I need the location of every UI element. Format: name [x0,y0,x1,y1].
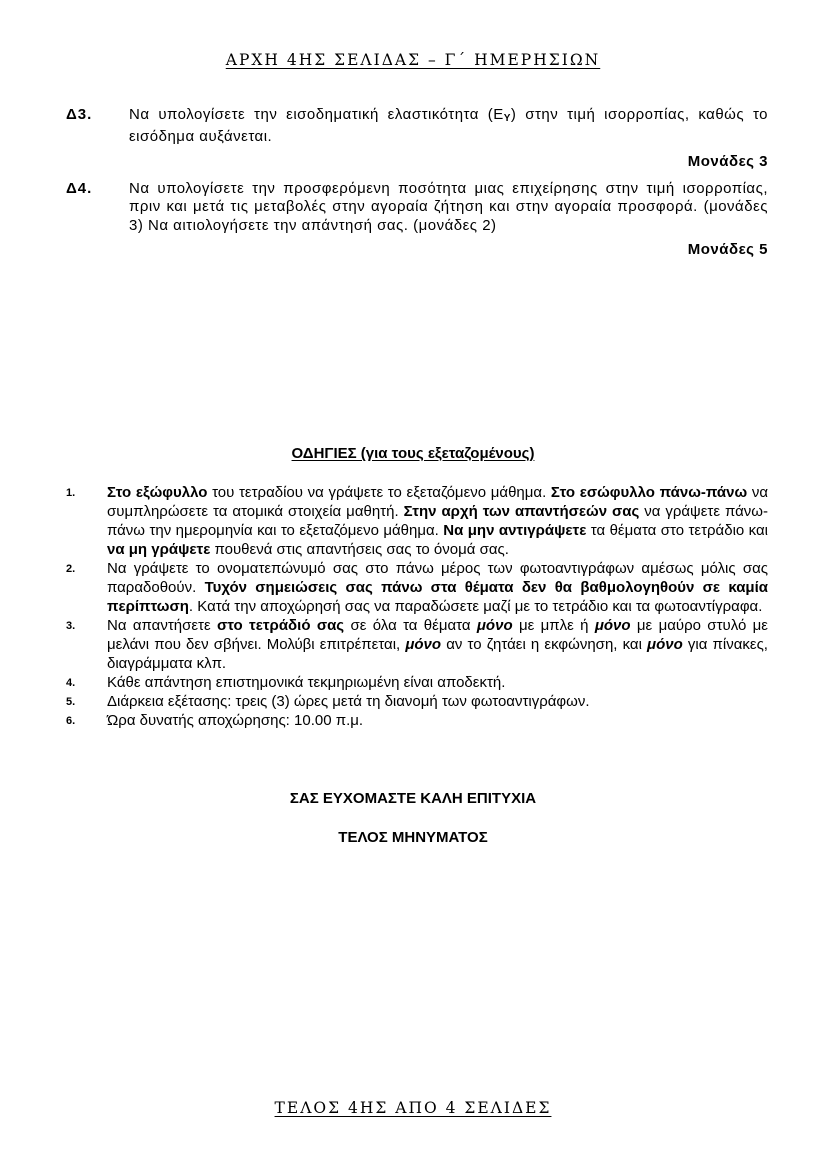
good-luck-message: ΣΑΣ ΕΥΧΟΜΑΣΤΕ ΚΑΛΗ ΕΠΙΤΥΧΙΑ [289,790,537,807]
instruction-text: Στην αρχή των απαντήσεών σας [403,503,640,520]
question-d4 [66,180,768,260]
instruction-text: Να απαντήσετε [107,617,217,634]
instruction-text: Να μην αντιγράψετε [443,522,587,539]
instruction-text: Ώρα δυνατής αποχώρησης: 10.00 π.μ. [107,712,364,729]
instruction-text: Στο εξώφυλλο [107,484,208,501]
instruction-text: να συμπληρώσετε τα ατομικά στοιχεία μαθητή. [107,484,768,520]
instruction-text: Στο εσώφυλλο πάνω-πάνω [550,484,748,501]
instruction-text: για πίνακες, διαγράμματα κλπ. [107,636,768,672]
instruction-item [66,616,768,673]
instruction-text: αν το ζητάει η εκφώνηση, και [441,636,648,653]
instruction-text: τα θέματα στο τετράδιο και [586,522,768,539]
instruction-item [66,483,768,559]
question-number: Δ4. [66,180,93,197]
question-text-part: Να υπολογίσετε την εισοδηματική ελαστικότητα (Ε [129,106,504,123]
page-footer: ΤΕΛΟΣ 4ΗΣ ΑΠΟ 4 ΣΕΛΙΔΕΣ [274,1099,552,1117]
end-of-message: ΤΕΛΟΣ ΜΗΝΥΜΑΤΟΣ [338,829,488,846]
instruction-item [66,711,768,730]
instruction-number: 4. [66,677,76,689]
instruction-text: Τυχόν σημειώσεις σας πάνω στα θέματα δεν θα βαθμολογηθούν σε καμία περίπτωση [107,579,768,615]
instruction-text: Κάθε απάντηση επιστημονικά τεκμηριωμένη είναι αποδεκτή. [107,674,506,691]
instruction-text: με μαύρο στυλό με μελάνι που δεν σβήνει. Μολύβι επιτρέπεται, [107,617,768,653]
instruction-text: μόνο [476,617,513,634]
instruction-text: μόνο [647,636,683,653]
question-text-part: ) στην τιμή ισορροπίας, καθώς το εισόδημα αυξάνεται. [129,106,768,146]
instruction-text: να μη γράψετε [107,541,211,558]
instructions-title: ΟΔΗΓΙΕΣ (για τους εξεταζομένους) [291,445,535,462]
instruction-item [66,559,768,616]
page-header: ΑΡΧΗ 4ΗΣ ΣΕΛΙΔΑΣ – Γ΄ ΗΜΕΡΗΣΙΩΝ [225,51,601,69]
instruction-text: πουθενά στις απαντήσεις σας το όνομά σας. [210,541,509,558]
instruction-text: μόνο [594,617,631,634]
question-marks: Μονάδες 5 [687,241,768,259]
instruction-text: του τετραδίου να γράψετε το εξεταζόμενο μάθημα. [207,484,551,501]
instruction-number: 2. [66,563,76,575]
instruction-text: με μπλε ή [512,617,595,634]
instruction-text: να γράψετε πάνω-πάνω την ημερομηνία και το εξεταζόμενο μάθημα. [107,503,769,539]
instruction-number: 5. [66,696,76,708]
instruction-number: 6. [66,715,76,727]
instruction-text: Να γράψετε το ονοματεπώνυμό σας στο πάνω μέρος των φωτοαντιγράφων αμέσως μόλις σας παραδοθούν. [107,560,768,596]
instructions-list [66,483,768,730]
question-text [129,106,768,147]
question-marks: Μονάδες 3 [687,152,768,170]
instruction-number: 1. [66,487,76,499]
subscript: Y [503,113,511,124]
question-number: Δ3. [66,106,93,123]
instruction-text: . Κατά την αποχώρησή σας να παραδώσετε μαζί με το τετράδιο και τα φωτοαντίγραφα. [188,598,763,615]
instruction-text: μόνο [405,636,442,653]
instruction-text: σε όλα τα θέματα [344,617,477,634]
question-text: Να υπολογίσετε την προσφερόμενη ποσότητα μιας επιχείρησης στην τιμή ισορροπίας, πριν και μετά τις μεταβολές στην αγοραία ζήτηση και στην αγοραία προσφορά. (μονάδες 3) Να αιτιολογήσετε την απάντησή σας. (μονάδες 2) [129,180,768,234]
question-d3 [66,106,768,171]
instruction-item [66,692,768,711]
instruction-text: Διάρκεια εξέτασης: τρεις (3) ώρες μετά τη διανομή των φωτοαντιγράφων. [107,693,590,710]
instruction-number: 3. [66,620,76,632]
instruction-item [66,673,768,692]
instruction-text: στο τετράδιό σας [217,617,345,634]
